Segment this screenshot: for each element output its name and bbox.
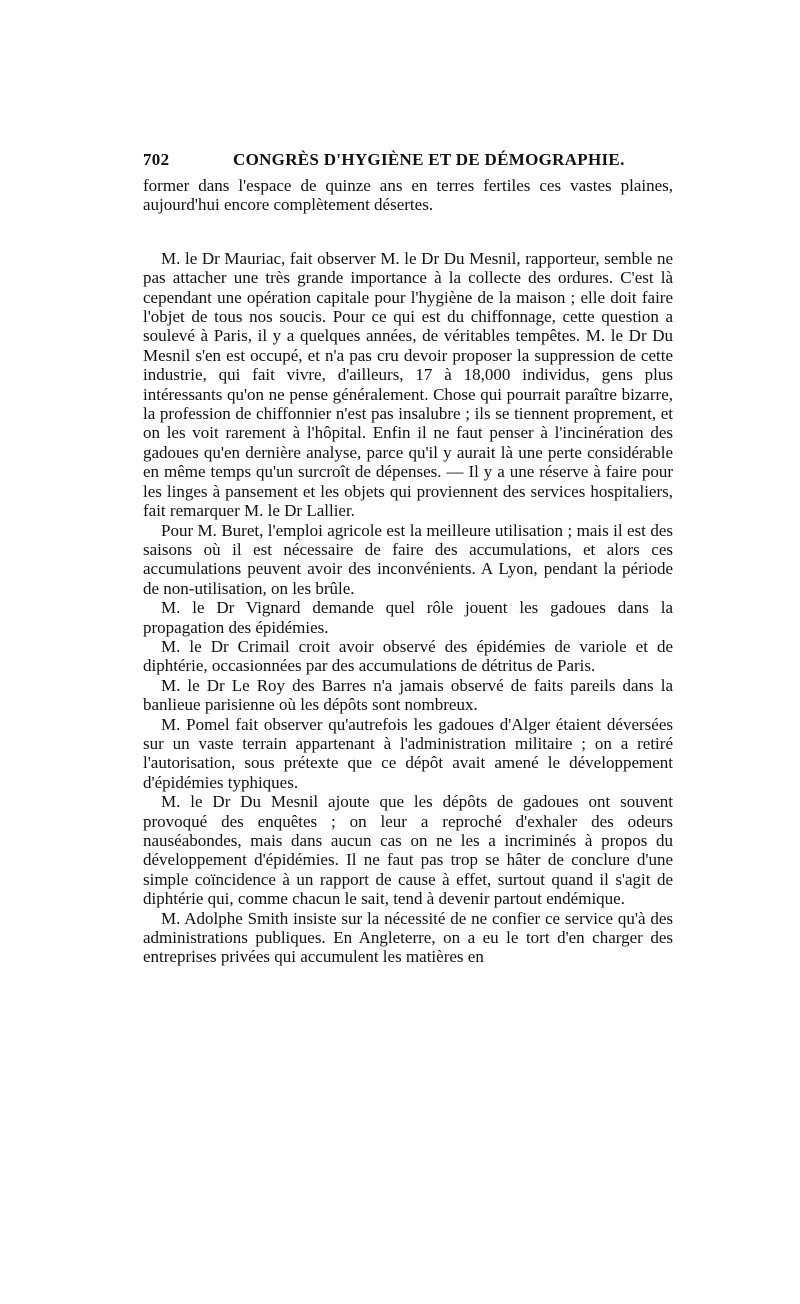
book-page [143,150,673,967]
paragraph-du-mesnil: M. le Dr Du Mesnil ajoute que les dépôts de gadoues ont souvent provoqué des enquêtes ; on leur a reproché d'exhaler des odeurs nauséabondes, mais dans aucun cas on ne les a incriminés à propos du développement d'épidémies. Il ne faut pas trop se hâter de conclure d'une simple coïncidence à un rapport de cause à effet, surtout quand il s'agit de diphtérie qui, comme chacun le sait, tend à devenir partout endémique. [143,792,673,909]
paragraph-le-roy: M. le Dr Le Roy des Barres n'a jamais observé de faits pareils dans la banlieue parisienne où les dépôts sont nombreux. [143,675,673,715]
paragraph-crimail: M. le Dr Crimail croit avoir observé des épidémies de variole et de diphtérie, occasionnées par des accumulations de détritus de Paris. [143,636,673,676]
page-number: 702 [143,150,170,169]
paragraph-continuation: former dans l'espace de quinze ans en terres fertiles ces vastes plaines, aujourd'hui encore complètement désertes. [143,176,673,215]
paragraph-buret: Pour M. Buret, l'emploi agricole est la meilleure utilisation ; mais il est des saisons où il est nécessaire de faire des accumulations, et alors ces accumulations peuvent avoir des inconvénients. A Lyon, pendant la période de non-utilisation, on les brûle. [143,520,673,598]
section-gap [143,215,673,249]
paragraph-mauriac: M. le Dr Mauriac, fait observer M. le Dr Du Mesnil, rapporteur, semble ne pas attacher une très grande importance à la collecte des ordures. C'est là cependant une opération capitale pour l'hygiène de la maison ; elle doit faire l'objet de tous nos soucis. Pour ce qui est du chiffonnage, cette question a soulevé à Paris, il y a quelques années, de véritables tempêtes. M. le Dr Du Mesnil s'en est occupé, et n'a pas cru devoir proposer la suppression de cette industrie, qui fait vivre, d'ailleurs, 17 à 18,000 individus, gens plus intéressants qu'on ne pense généralement. Chose qui pourrait paraître bizarre, la profession de chiffonnier n'est pas insalubre ; ils se tiennent proprement, et on les voit rarement à l'hôpital. Enfin il ne faut penser à l'incinération des gadoues qu'en dernière analyse, parce qu'il y aurait là une perte considérable en même temps qu'un surcroît de dépenses. — Il y a une réserve à faire pour les linges à pansement et les objets qui proviennent des services hospitaliers, fait remarquer M. le Dr Lallier. [143,248,673,521]
running-title: CONGRÈS D'HYGIÈNE ET DE DÉMOGRAPHIE. [233,150,625,169]
paragraph-smith: M. Adolphe Smith insiste sur la nécessité de ne confier ce service qu'à des administrations publiques. En Angleterre, on a eu le tort d'en charger des entreprises privées qui accumulent les matières en [143,908,673,967]
body-text [143,176,673,967]
running-header [143,150,673,170]
paragraph-vignard: M. le Dr Vignard demande quel rôle jouent les gadoues dans la propagation des épidémies. [143,598,673,637]
paragraph-pomel: M. Pomel fait observer qu'autrefois les gadoues d'Alger étaient déversées sur un vaste terrain appartenant à l'administration militaire ; on a retiré l'autorisation, sous prétexte que ce dépôt avait amené le développement d'épidémies typhiques. [143,714,673,792]
